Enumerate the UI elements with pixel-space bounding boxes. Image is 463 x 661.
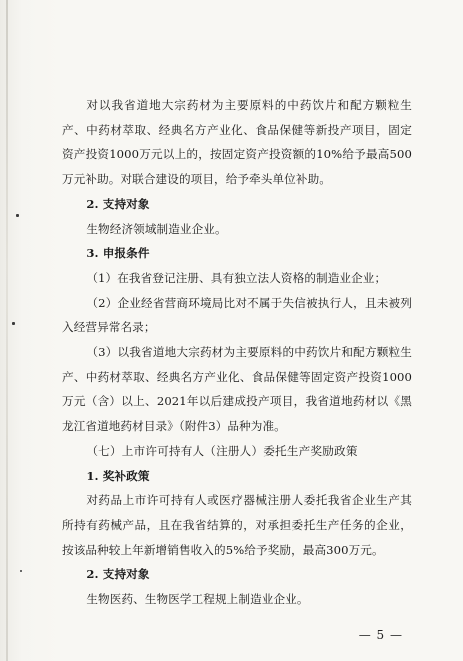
paragraph-support-target: 生物经济领域制造业企业。: [86, 221, 227, 236]
heading-support-target: 2. 支持对象: [86, 196, 150, 211]
scan-mark: [20, 570, 22, 572]
scan-mark: [12, 322, 15, 325]
document-body: [62, 93, 412, 612]
condition-item-1: （1）在我省登记注册、具有独立法人资格的制造业企业；: [86, 270, 387, 285]
page-number: — 5 —: [358, 628, 403, 642]
scan-mark: [16, 214, 19, 217]
paragraph-subsidy-standard: 对以我省道地大宗药材为主要原料的中药饮片和配方颗粒生产、中药材萃取、经典名方产业化、食品保健等新投产项目，固定资产投资1000万元以上的，按固定资产投资额的10%给予最高500万元补助。对联合建设的项目，给予牵头单位补助。: [62, 98, 412, 187]
heading-application-conditions: 3. 申报条件: [86, 246, 150, 261]
condition-item-2: （2）企业经省营商环境局比对不属于失信被执行人，且未被列入经营异常名录；: [62, 295, 412, 335]
condition-item-3: （3）以我省道地大宗药材为主要原料的中药饮片和配方颗粒生产、中药材萃取、经典名方产业化、食品保健等固定资产投资1000万元（含）以上、2021年以后建成投产项目，我省道地药材以《黑龙江省道地药材目录》（附件3）品种为准。: [62, 345, 412, 434]
section-heading-seven: （七）上市许可持有人（注册人）委托生产奖励政策: [86, 443, 358, 458]
heading-reward-policy: 1. 奖补政策: [86, 468, 150, 483]
heading-support-target-2: 2. 支持对象: [86, 567, 150, 582]
paragraph-reward-policy: 对药品上市许可持有人或医疗器械注册人委托我省企业生产其所持有药械产品，且在我省结算的，对承担委托生产任务的企业，按该品种较上年新增销售收入的5%给予奖励，最高300万元。: [62, 493, 412, 557]
paragraph-support-target-2: 生物医药、生物医学工程规上制造业企业。: [86, 592, 309, 607]
binding-edge: [6, 0, 8, 661]
